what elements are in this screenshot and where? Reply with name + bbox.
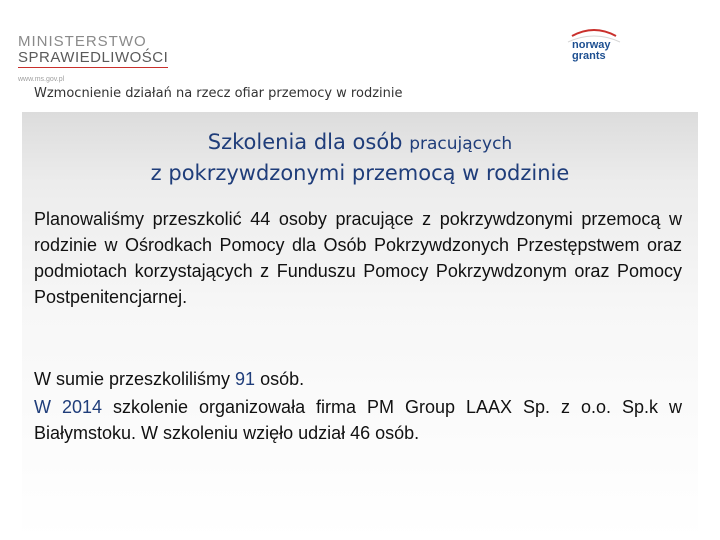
paragraph-summary	[34, 366, 682, 392]
header	[0, 0, 720, 112]
year-label: W 2014	[34, 397, 103, 417]
slide-title-line1	[22, 128, 698, 159]
slide-title-part1: Szkolenia dla osób	[207, 130, 410, 154]
summary-suffix: osób.	[255, 369, 305, 389]
ministry-logo	[18, 34, 168, 83]
slide-title-part2: pracujących	[409, 134, 513, 154]
slide-title-line2: z pokrzywdzonymi przemocą w rodzinie	[150, 161, 570, 185]
norway-text-line2: grants	[572, 50, 606, 62]
norway-text-line1: norway	[572, 39, 611, 51]
summary-prefix: W sumie przeszkoliliśmy	[34, 369, 236, 389]
norway-grants-text	[572, 40, 611, 62]
summary-number: 91	[235, 369, 256, 389]
paragraph-planned-training: Planowaliśmy przeszkolić 44 osoby pracujące z pokrzywdzonymi przemocą w rodzinie w Ośrodkach Pomocy dla Osób Pokrzywdzonych Przestępstwem oraz podmiotach korzystających z Funduszu Pomocy Pokrzywdzonym oraz Pomocy Postpenitencjarnej.	[34, 209, 682, 307]
project-title: Wzmocnienie działań na rzecz ofiar przemocy w rodzinie	[34, 86, 403, 101]
slide-title	[22, 128, 698, 188]
ministry-url: www.ms.gov.pl	[18, 76, 65, 83]
ministry-name-line2: SPRAWIEDLIWOŚCI	[18, 49, 169, 66]
paragraph-2014-training	[34, 394, 682, 446]
ministry-name-line1: MINISTERSTWO	[18, 33, 147, 50]
year-text: szkolenie organizowała firma PM Group LAAX Sp. z o.o. Sp.k w Białymstoku. W szkoleniu wzięło udział 46 osób.	[34, 397, 682, 443]
